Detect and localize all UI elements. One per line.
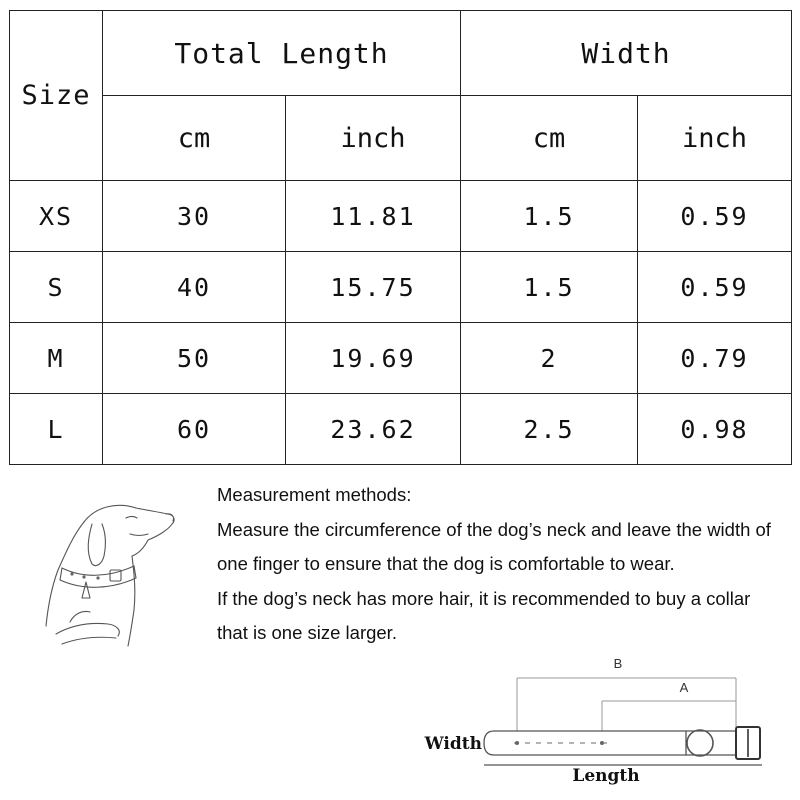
width-cm-cell: 1.5 [461, 181, 638, 252]
size-cell: M [10, 323, 103, 394]
width-inch-cell: 0.98 [638, 394, 792, 465]
length-inch-cell: 11.81 [286, 181, 461, 252]
table-header-row [10, 11, 792, 96]
size-chart-table [9, 10, 792, 465]
size-cell: S [10, 252, 103, 323]
table-row [10, 394, 792, 465]
units-header-row [10, 96, 792, 181]
size-cell: XS [10, 181, 103, 252]
length-cm-cell: 30 [103, 181, 286, 252]
width-cm-cell: 1.5 [461, 252, 638, 323]
table-row [10, 181, 792, 252]
length-label: Length [572, 766, 640, 785]
dog-neck-illustration [26, 494, 198, 654]
length-inch-cell: 15.75 [286, 252, 461, 323]
length-inch-header: inch [286, 96, 461, 181]
notes-paragraph-hair: If the dog’s neck has more hair, it is recommended to buy a collar that is one size larger. [217, 587, 751, 643]
width-cm-cell: 2.5 [461, 394, 638, 465]
width-inch-cell: 0.59 [638, 252, 792, 323]
length-inch-cell: 19.69 [286, 323, 461, 394]
table-row [10, 252, 792, 323]
label-b: B [613, 656, 623, 671]
size-cell: L [10, 394, 103, 465]
length-inch-cell: 23.62 [286, 394, 461, 465]
size-header: Size [10, 11, 103, 181]
length-cm-cell: 60 [103, 394, 286, 465]
length-cm-cell: 40 [103, 252, 286, 323]
measurement-notes [217, 478, 777, 651]
width-label: Width [424, 734, 482, 754]
length-cm-header: cm [103, 96, 286, 181]
total-length-header: Total Length [103, 11, 461, 96]
collar-strap-icon [484, 727, 760, 759]
width-inch-cell: 0.79 [638, 323, 792, 394]
notes-paragraph-measure: Measure the circumference of the dog’s neck and leave the width of one finger to ensure that the dog is comfortable to wear. [217, 518, 771, 574]
width-cm-cell: 2 [461, 323, 638, 394]
label-a: A [679, 680, 689, 695]
width-cm-header: cm [461, 96, 638, 181]
table-row [10, 323, 792, 394]
notes-heading: Measurement methods: [217, 484, 412, 505]
width-inch-header: inch [638, 96, 792, 181]
collar-diagram [418, 653, 790, 785]
width-header: Width [461, 11, 792, 96]
length-cm-cell: 50 [103, 323, 286, 394]
width-inch-cell: 0.59 [638, 181, 792, 252]
